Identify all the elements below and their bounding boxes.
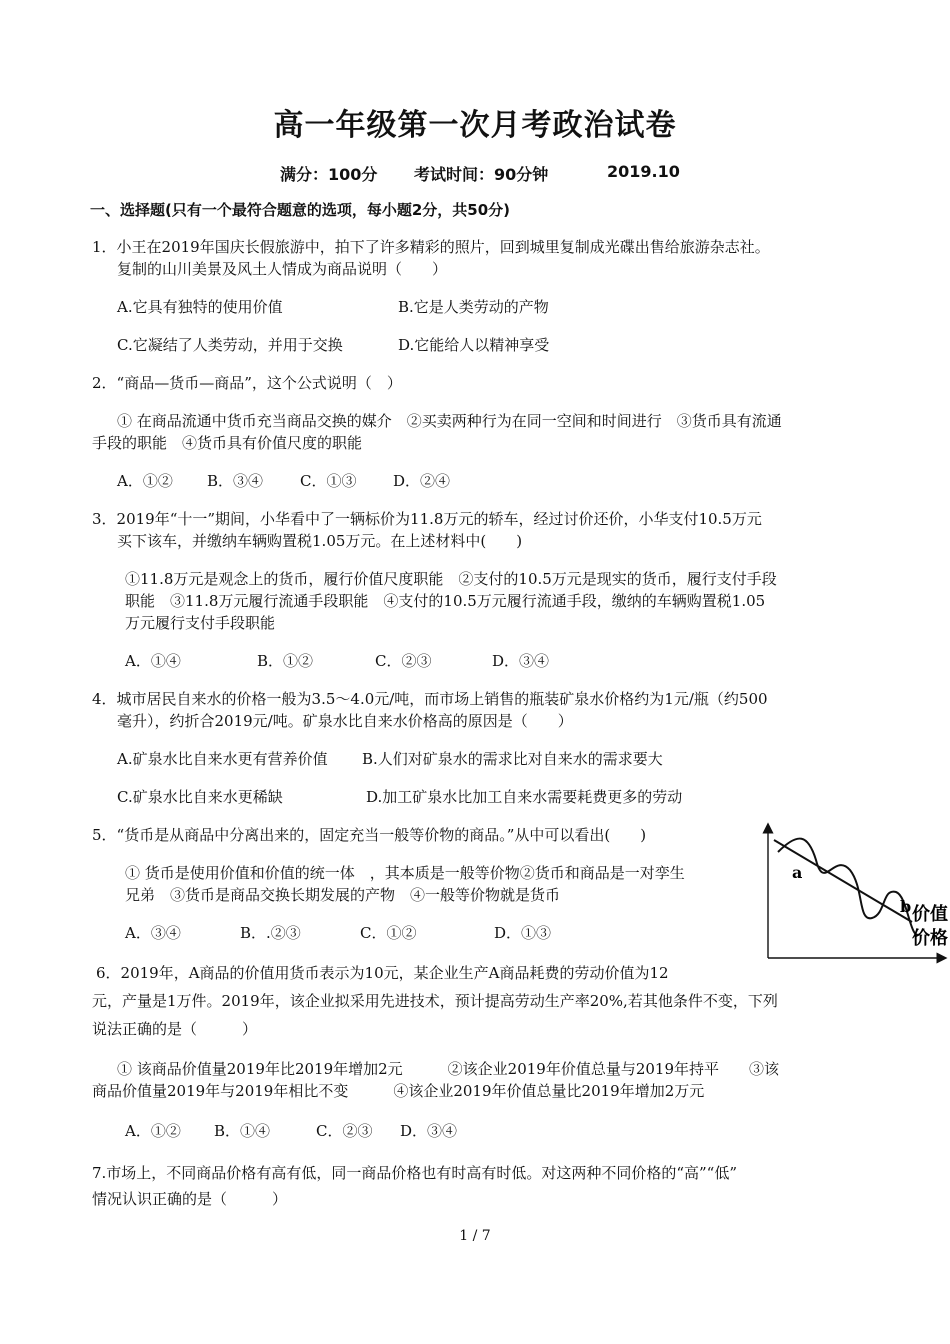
q2-option-c: C．①③ (300, 472, 357, 490)
q4-option-a: A.矿泉水比自来水更有营养价值 (117, 750, 328, 768)
section-heading: 一、选择题(只有一个最符合题意的选项，每小题2分，共50分) (90, 201, 511, 219)
q6-statements: ① 该商品价值量2019年比2019年增加2元 ②该企业2019年价值总量与2019年持平 ③该 (117, 1060, 780, 1078)
q5-option-a: A．③④ (125, 924, 181, 942)
q6-option-d: D．③④ (400, 1122, 458, 1140)
q2-statements: ① 在商品流通中货币充当商品交换的媒介 ②买卖两种行为在同一空间和时间进行 ③货币具有流通 (117, 412, 782, 430)
graph-label-b: b (900, 897, 912, 916)
q5-stem: 5．“货币是从商品中分离出来的，固定充当一般等价物的商品。”从中可以看出( ) (92, 826, 647, 844)
q2-statements-cont: 手段的职能 ④货币具有价值尺度的职能 (92, 434, 363, 452)
q1-stem: 1．小王在2019年国庆长假旅游中，拍下了许多精彩的照片，回到城里复制成光碟出售给旅游杂志社。 (92, 238, 770, 256)
q5-statements-cont: 兄弟 ③货币是商品交换长期发展的产物 ④一般等价物就是货币 (125, 886, 561, 904)
q6-stem: 6．2019年，A商品的价值用货币表示为10元，某企业生产A商品耗费的劳动价值为12 (96, 964, 669, 982)
exam-time: 考试时间：90分钟 (414, 165, 549, 184)
q3-statements-end: 万元履行支付手段职能 (125, 614, 276, 632)
q5-option-d: D．①③ (494, 924, 552, 942)
graph-label-price: 价格 (912, 928, 948, 949)
q2-option-b: B．③④ (207, 472, 264, 490)
q3-option-d: D．③④ (492, 652, 550, 670)
q4-stem: 4．城市居民自来水的价格一般为3.5～4.0元/吨，而市场上销售的瓶装矿泉水价格约为1元/瓶（约500 (92, 690, 768, 708)
q7-stem: 7.市场上，不同商品价格有高有低，同一商品价格也有时高有时低。对这两种不同价格的“高”“低” (92, 1164, 737, 1182)
q6-option-a: A．①② (125, 1122, 181, 1140)
q3-stem-cont: 买下该车，并缴纳车辆购置税1.05万元。在上述材料中( ) (117, 532, 523, 550)
q5-statements: ① 货币是使用价值和价值的统一体 ，其本质是一般等价物②货币和商品是一对孪生 (125, 864, 685, 882)
q3-option-c: C．②③ (375, 652, 432, 670)
q4-stem-cont: 毫升），约折合2019元/吨。矿泉水比自来水价格高的原因是（ ） (117, 712, 573, 730)
full-score: 满分：100分 (280, 165, 378, 184)
q7-stem-cont: 情况认识正确的是（ ） (92, 1190, 288, 1208)
q3-statements-cont: 职能 ③11.8万元履行流通手段职能 ④支付的10.5万元履行流通手段，缴纳的车辆购置税1.05 (125, 592, 766, 610)
q1-option-a: A.它具有独特的使用价值 (117, 298, 283, 316)
q1-option-b: B.它是人类劳动的产物 (398, 298, 549, 316)
q1-option-c: C.它凝结了人类劳动，并用于交换 (117, 336, 343, 354)
exam-date: 2019.10 (607, 162, 680, 181)
graph-label-value: 价值 (912, 904, 948, 925)
q2-stem: 2．“商品—货币—商品”，这个公式说明（ ） (92, 374, 402, 392)
q6-stem-cont: 元，产量是1万件。2019年，该企业拟采用先进技术，预计提高劳动生产率20%,若其他条件不变，下列 (92, 992, 778, 1010)
price-value-graph (760, 822, 948, 964)
q6-option-b: B．①④ (214, 1122, 271, 1140)
q4-option-d: D.加工矿泉水比加工自来水需要耗费更多的劳动 (366, 788, 683, 806)
q2-option-d: D．②④ (393, 472, 451, 490)
q3-option-b: B．①② (257, 652, 314, 670)
q6-option-c: C．②③ (316, 1122, 373, 1140)
q5-option-c: C．①② (360, 924, 417, 942)
q6-statements-cont: 商品价值量2019年与2019年相比不变 ④该企业2019年价值总量比2019年增加2万元 (92, 1082, 705, 1100)
exam-title: 高一年级第一次月考政治试卷 (273, 108, 677, 143)
q6-stem-end: 说法正确的是（ ） (92, 1020, 258, 1038)
graph-price-curve (778, 839, 920, 935)
q2-option-a: A．①② (117, 472, 173, 490)
q4-option-b: B.人们对矿泉水的需求比对自来水的需求要大 (362, 750, 663, 768)
q3-statements: ①11.8万元是观念上的货币，履行价值尺度职能 ②支付的10.5万元是现实的货币，履行支付手段 (125, 570, 777, 588)
q4-option-c: C.矿泉水比自来水更稀缺 (117, 788, 283, 806)
graph-label-a: a (792, 863, 803, 882)
q5-option-b: B．.②③ (240, 924, 301, 942)
page-number: 1 / 7 (459, 1228, 491, 1244)
q1-option-d: D.它能给人以精神享受 (398, 336, 550, 354)
q1-stem-cont: 复制的山川美景及风土人情成为商品说明（ ） (117, 260, 448, 278)
q3-option-a: A．①④ (125, 652, 181, 670)
q3-stem: 3．2019年“十一”期间，小华看中了一辆标价为11.8万元的轿车，经过讨价还价，小华支付10.5万元 (92, 510, 762, 528)
